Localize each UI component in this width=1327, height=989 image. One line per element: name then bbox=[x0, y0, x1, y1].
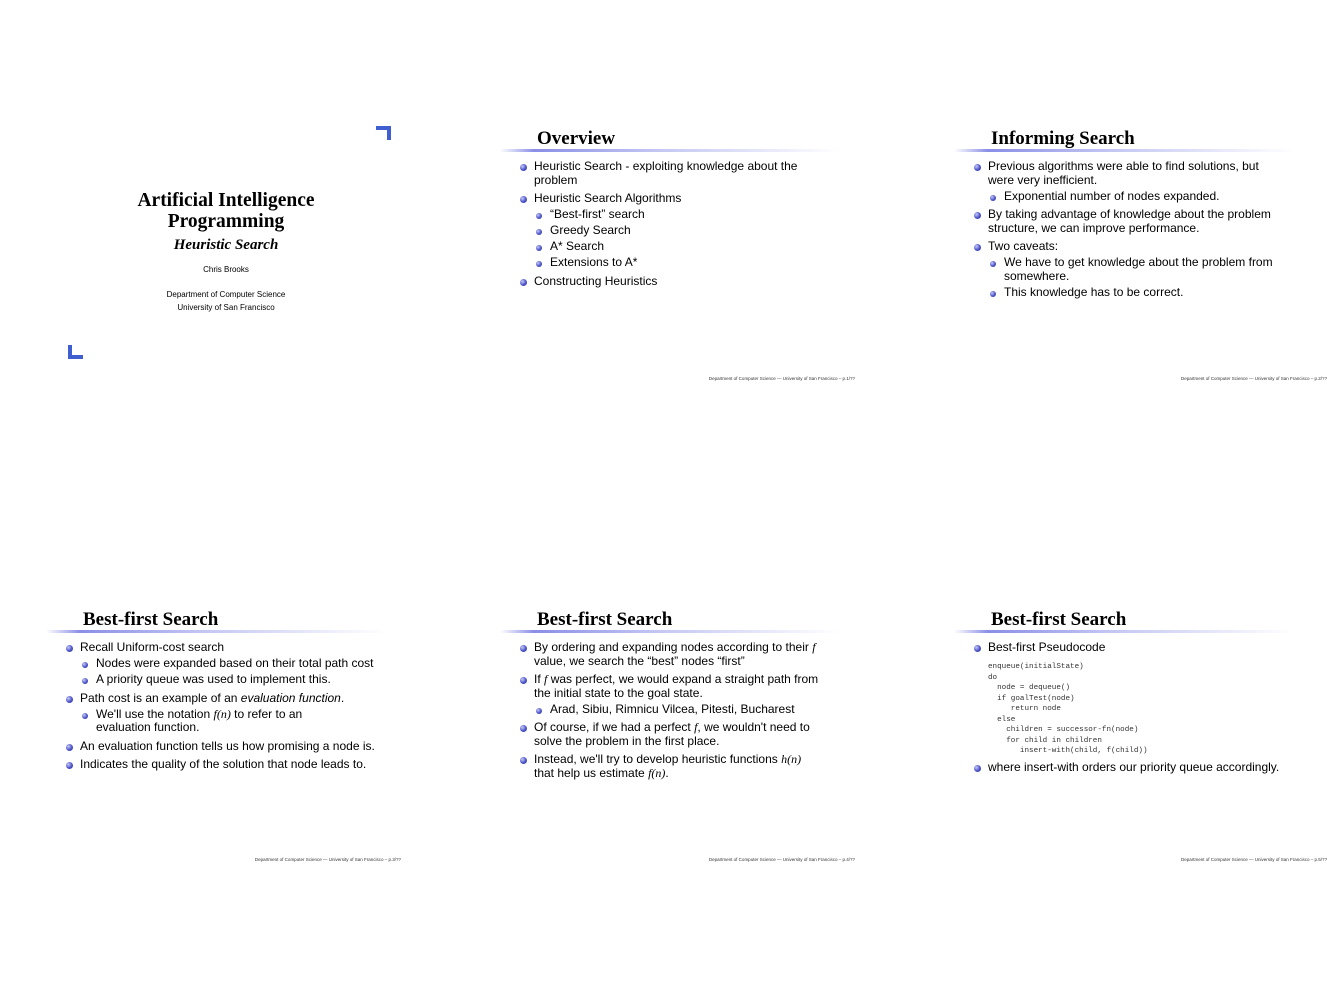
bullet-emphasis: evaluation function bbox=[240, 690, 341, 705]
math-expression: f(n) bbox=[213, 706, 231, 721]
bullet: Previous algorithms were able to find solutions, but were very inefficient. bbox=[974, 160, 1274, 187]
slide-best-first-3 bbox=[954, 609, 1327, 909]
sub-bullet: This knowledge has to be correct. bbox=[974, 286, 1274, 300]
math-expression: f(n) bbox=[648, 765, 666, 780]
slide-footer: Department of Computer Science — University of San Francisco – p.1/?? bbox=[708, 376, 855, 381]
bullet: Two caveats: bbox=[974, 240, 1274, 254]
bullet-list bbox=[66, 641, 376, 777]
sub-bullet: “Best-first” search bbox=[520, 208, 820, 222]
bullet-list bbox=[974, 761, 1280, 780]
slide-title: Overview bbox=[537, 128, 616, 149]
bullet: Recall Uniform-cost search bbox=[66, 641, 376, 655]
slide-footer: Department of Computer Science — University of San Francisco – p.4/?? bbox=[708, 857, 855, 862]
math-expression: f bbox=[544, 672, 548, 686]
slide-title: Best-first Search bbox=[83, 609, 219, 630]
slide-title bbox=[0, 118, 454, 418]
bullet-text: to refer to an evaluation function. bbox=[96, 706, 303, 734]
university: University of San Francisco bbox=[177, 303, 275, 312]
title-underline bbox=[500, 630, 840, 633]
title-underline bbox=[954, 149, 1294, 152]
bullet-text: that help us estimate bbox=[534, 765, 649, 780]
slide-overview bbox=[500, 128, 954, 428]
bullet-text: We'll use the notation bbox=[96, 706, 214, 721]
slide-footer: Department of Computer Science — University of San Francisco – p.5/?? bbox=[1181, 857, 1327, 862]
bullet bbox=[520, 673, 820, 700]
bullet-text: value, we search the “best” nodes “first” bbox=[534, 653, 745, 668]
bullet: where insert-with orders our priority queue accordingly. bbox=[974, 761, 1280, 775]
corner-mark-bottom-left bbox=[68, 355, 83, 359]
bullet-text: If bbox=[534, 672, 545, 686]
title-line-1: Artificial Intelligence bbox=[137, 190, 315, 211]
presentation-subtitle: Heuristic Search bbox=[173, 237, 279, 253]
sub-bullet: Extensions to A* bbox=[520, 256, 820, 270]
sub-bullet: Arad, Sibiu, Rimnicu Vilcea, Pitesti, Bucharest bbox=[520, 703, 820, 717]
bullet-list bbox=[974, 160, 1274, 302]
bullet-text: , we wouldn't need to solve the problem in the first place. bbox=[534, 720, 810, 748]
bullet-text: was perfect, we would expand a straight path from the initial state to the goal state. bbox=[534, 672, 819, 700]
sub-bullet: A* Search bbox=[520, 240, 820, 254]
pseudocode-block: enqueue(initialState) do node = dequeue() if goalTest(node) return node else children = successor-fn(node) for child in children insert-with(child, f(child)) bbox=[988, 663, 1148, 755]
slide-best-first-2 bbox=[500, 609, 954, 909]
sub-bullet: Exponential number of nodes expanded. bbox=[974, 190, 1274, 204]
bullet-text: . bbox=[340, 690, 345, 705]
bullet-list bbox=[520, 160, 820, 293]
corner-mark-top-right-vertical bbox=[387, 126, 391, 140]
slide-footer: Department of Computer Science — University of San Francisco – p.2/?? bbox=[1181, 376, 1327, 381]
slide-title: Best-first Search bbox=[537, 609, 673, 630]
slide-title: Best-first Search bbox=[991, 609, 1127, 630]
bullet: An evaluation function tells us how promising a node is. bbox=[66, 740, 376, 754]
author: Chris Brooks bbox=[203, 265, 249, 274]
sub-bullet: A priority queue was used to implement this. bbox=[66, 673, 376, 687]
slide-footer: Department of Computer Science — University of San Francisco – p.3/?? bbox=[254, 857, 401, 862]
bullet-text: Path cost is an example of an bbox=[80, 690, 241, 705]
title-line-2: Programming bbox=[167, 211, 285, 232]
sub-bullet: Greedy Search bbox=[520, 224, 820, 238]
sub-bullet: Nodes were expanded based on their total path cost bbox=[66, 657, 376, 671]
bullet bbox=[520, 641, 820, 668]
bullet: Best-first Pseudocode bbox=[974, 641, 1280, 655]
bullet-list bbox=[520, 641, 820, 785]
bullet-text: . bbox=[665, 765, 669, 780]
sub-bullet bbox=[66, 708, 336, 735]
department: Department of Computer Science bbox=[166, 290, 286, 299]
bullet bbox=[66, 692, 376, 706]
bullet bbox=[520, 753, 820, 780]
title-underline bbox=[954, 630, 1294, 633]
bullet-text: Of course, if we had a perfect bbox=[534, 720, 695, 734]
bullet: By taking advantage of knowledge about the problem structure, we can improve performance. bbox=[974, 208, 1274, 235]
bullet: Indicates the quality of the solution that node leads to. bbox=[66, 758, 376, 772]
title-underline bbox=[500, 149, 840, 152]
bullet-list bbox=[974, 641, 1280, 656]
bullet-text: Instead, we'll try to develop heuristic functions bbox=[534, 752, 782, 766]
bullet: Heuristic Search - exploiting knowledge about the problem bbox=[520, 160, 820, 187]
slide-best-first-1 bbox=[46, 609, 500, 909]
title-underline bbox=[46, 630, 386, 633]
presentation-title bbox=[100, 190, 352, 232]
sub-bullet: We have to get knowledge about the problem from somewhere. bbox=[974, 256, 1274, 283]
math-expression: h(n) bbox=[781, 752, 802, 766]
bullet: Heuristic Search Algorithms bbox=[520, 192, 820, 206]
slide-title: Informing Search bbox=[991, 128, 1135, 149]
bullet: Constructing Heuristics bbox=[520, 275, 820, 289]
math-expression: f bbox=[694, 720, 698, 734]
bullet bbox=[520, 721, 820, 748]
bullet-text: By ordering and expanding nodes according to their bbox=[534, 640, 813, 654]
math-expression: f bbox=[812, 640, 816, 654]
slide-informing-search bbox=[954, 128, 1327, 428]
